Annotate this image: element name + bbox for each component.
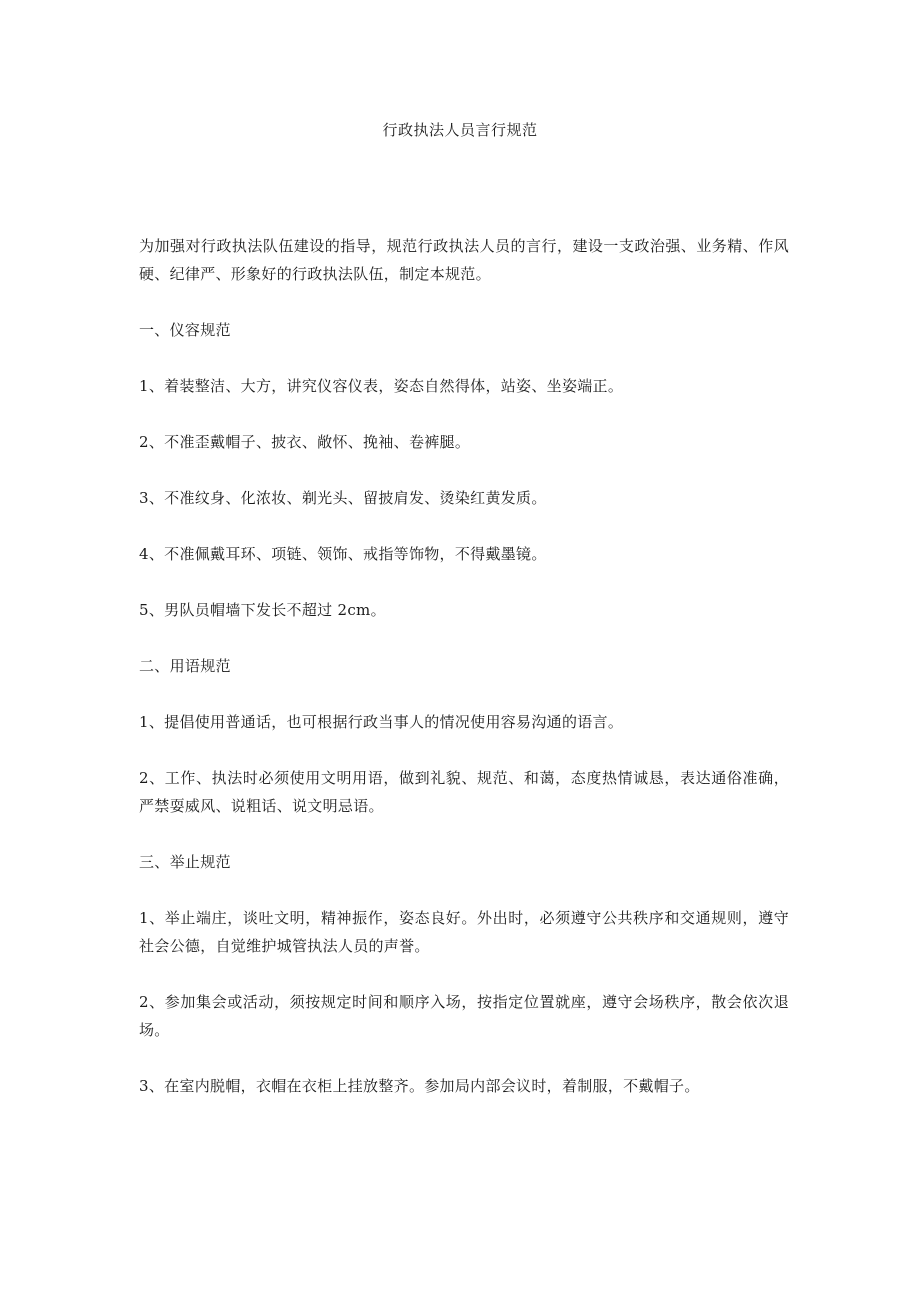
language-item-2: 2、工作、执法时必须使用文明用语，做到礼貌、规范、和蔼，态度热情诚恳，表达通俗准确，严禁耍威风、说粗话、说文明忌语。 xyxy=(139,769,789,815)
language-item-1: 1、提倡使用普通话，也可根据行政当事人的情况使用容易沟通的语言。 xyxy=(139,713,624,731)
section-heading-language: 二、用语规范 xyxy=(139,657,231,675)
document-body xyxy=(139,232,789,1128)
behavior-item-2: 2、参加集会或活动，须按规定时间和顺序入场，按指定位置就座，遵守会场秩序，散会依次退场。 xyxy=(139,993,789,1039)
section-heading-appearance: 一、仪容规范 xyxy=(139,321,231,339)
appearance-item-5: 5、男队员帽墙下发长不超过 2cm。 xyxy=(139,601,386,619)
document-title: 行政执法人员言行规范 xyxy=(382,121,538,139)
section-heading-behavior: 三、举止规范 xyxy=(139,853,231,871)
behavior-item-1: 1、举止端庄，谈吐文明，精神振作，姿态良好。外出时，必须遵守公共秩序和交通规则，遵守社会公德，自觉维护城管执法人员的声誉。 xyxy=(139,909,789,955)
appearance-item-1: 1、着装整洁、大方，讲究仪容仪表，姿态自然得体，站姿、坐姿端正。 xyxy=(139,377,624,395)
appearance-item-3: 3、不准纹身、化浓妆、剃光头、留披肩发、烫染红黄发质。 xyxy=(139,489,547,507)
appearance-item-4: 4、不准佩戴耳环、项链、领饰、戒指等饰物，不得戴墨镜。 xyxy=(139,545,547,563)
behavior-item-3: 3、在室内脱帽，衣帽在衣柜上挂放整齐。参加局内部会议时，着制服，不戴帽子。 xyxy=(139,1077,700,1095)
intro-paragraph: 为加强对行政执法队伍建设的指导，规范行政执法人员的言行，建设一支政治强、业务精、作风硬、纪律严、形象好的行政执法队伍，制定本规范。 xyxy=(139,237,789,283)
appearance-item-2: 2、不准歪戴帽子、披衣、敞怀、挽袖、卷裤腿。 xyxy=(139,433,471,451)
